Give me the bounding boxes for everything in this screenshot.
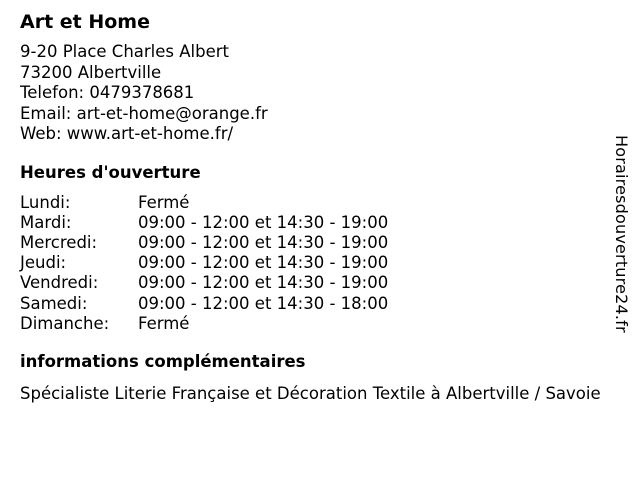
- day-hours: 09:00 - 12:00 et 14:30 - 19:00: [138, 212, 389, 232]
- day-hours: 09:00 - 12:00 et 14:30 - 19:00: [138, 232, 389, 252]
- phone-line[interactable]: Telefon: 0479378681: [20, 83, 195, 102]
- website-line[interactable]: Web: www.art-et-home.fr/: [20, 124, 234, 143]
- day-hours: 09:00 - 12:00 et 14:30 - 18:00: [138, 293, 389, 313]
- hours-row: [20, 193, 610, 213]
- hours-row: [20, 314, 610, 334]
- address-street: 9-20 Place Charles Albert: [20, 42, 230, 61]
- day-label: Dimanche:: [20, 313, 110, 333]
- info-description: Spécialiste Literie Française et Décoration Textile à Albertville / Savoie: [20, 383, 601, 403]
- day-label: Lundi:: [20, 192, 71, 212]
- hours-row: [20, 213, 610, 233]
- hours-row: [20, 233, 610, 253]
- day-label: Samedi:: [20, 293, 88, 313]
- hours-row: [20, 273, 610, 293]
- day-hours: Fermé: [138, 192, 190, 212]
- day-hours: Fermé: [138, 313, 190, 333]
- day-hours: 09:00 - 12:00 et 14:30 - 19:00: [138, 273, 389, 293]
- opening-hours-table: [20, 193, 610, 334]
- hours-row: [20, 294, 610, 314]
- business-name: Art et Home: [20, 11, 150, 33]
- hours-heading: Heures d'ouverture: [20, 162, 201, 182]
- day-label: Mercredi:: [20, 232, 98, 252]
- site-watermark: Horairesdouverture24.fr: [612, 135, 631, 333]
- day-hours: 09:00 - 12:00 et 14:30 - 19:00: [138, 253, 389, 273]
- address-city: 73200 Albertville: [20, 62, 162, 82]
- email-line[interactable]: Email: art-et-home@orange.fr: [20, 103, 268, 123]
- hours-row: [20, 253, 610, 273]
- contact-block: [20, 42, 610, 145]
- day-label: Vendredi:: [20, 273, 99, 293]
- day-label: Mardi:: [20, 212, 72, 232]
- business-card: [20, 10, 610, 404]
- info-heading: informations complémentaires: [20, 351, 306, 371]
- day-label: Jeudi:: [20, 253, 67, 273]
